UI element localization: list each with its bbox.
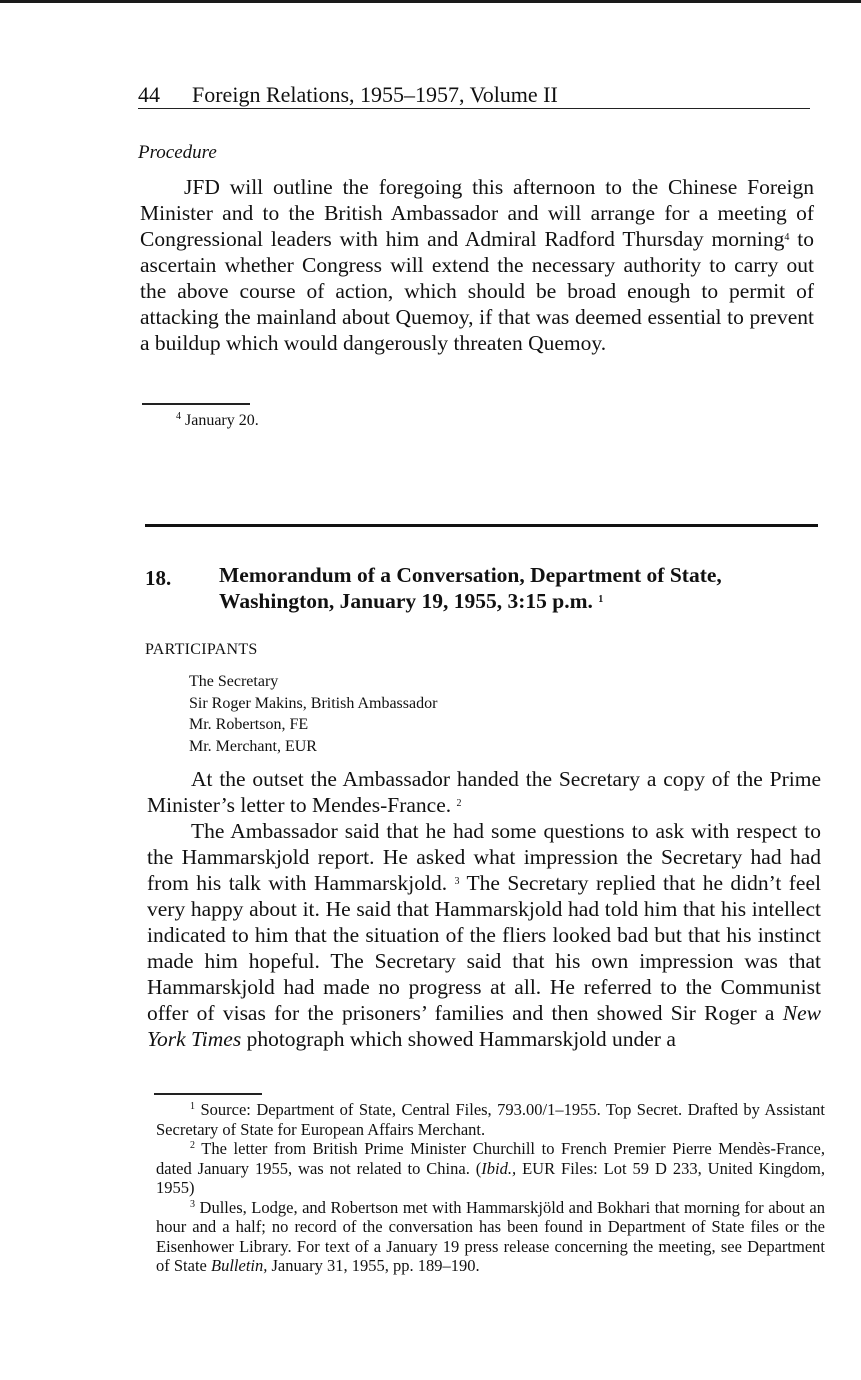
participants-heading: PARTICIPANTS <box>145 641 258 658</box>
footnote-rule <box>142 403 250 405</box>
procedure-heading: Procedure <box>138 142 217 163</box>
body-paragraph-1: At the outset the Ambassador handed the Secretary a copy of the Prime Minister’s letter to Mendes-France. $^2$ <box>147 767 821 817</box>
page-number: 44 <box>138 82 160 107</box>
participants-list <box>189 671 437 757</box>
footnote-4: $^4$ January 20. <box>176 411 259 429</box>
procedure-paragraph: JFD will outline the foregoing this afternoon to the Chinese Foreign Minister and to the British Ambassador and will arrange for a meeting of Congressional leaders with him and Admiral Radford Thursday morning$^4$ to ascertain whether Congress will extend the necessary authority to carry out the above course of action, which should be broad enough to permit of attacking the mainland about Quemoy, if that was deemed essential to prevent a buildup which would dangerously threaten Quemoy. <box>140 175 814 355</box>
footnote-ref: 2 <box>456 798 462 809</box>
footnote-ref: 3 <box>454 876 460 887</box>
footnotes <box>156 1100 825 1276</box>
running-title: Foreign Relations, 1955–1957, Volume II <box>192 82 558 107</box>
document-separator <box>145 524 818 527</box>
footnote-1: $^1$ Source: Department of State, Central Files, 793.00/1–1955. Top Secret. Drafted by Assistant Secretary of State for European Affairs Merchant. <box>156 1100 825 1139</box>
running-header <box>138 82 810 109</box>
footnote-rule <box>154 1093 262 1095</box>
participant: Mr. Merchant, EUR <box>189 737 317 755</box>
footnote-2: $^2$ The letter from British Prime Minister Churchill to French Premier Pierre Mendès-France, dated January 1955, was not related to China. (Ibid., EUR Files: Lot 59 D 233, United Kingdom, 1955) <box>156 1139 825 1197</box>
participant: The Secretary <box>189 673 279 690</box>
document-number: 18. <box>145 566 172 590</box>
body-paragraph-2: The Ambassador said that he had some questions to ask with respect to the Hammarskjold report. He asked what impression the Secretary had had from his talk with Hammarskjold. $^3$ The Secretary replied that he didn’t feel very happy about it. He said that Hammarskjold had told him that his intellect indicated to him that the situation of the fliers looked bad but that his instinct made him hopeful. The Secretary said that his own impression was that Hammarskjold had made no progress at all. He referred to the Communist offer of visas for the prisoners’ families and then showed Sir Roger a New York Times photograph which showed Hammarskjold under a <box>147 819 821 1051</box>
footnote-ref: 1 <box>598 594 604 605</box>
footnote-3: $^3$ Dulles, Lodge, and Robertson met with Hammarskjöld and Bokhari that morning for about an hour and a half; no record of the conversation has been found in Department of State files or the Eisenhower Library. For text of a January 19 press release concerning the meeting, see Department of State Bulletin, January 31, 1955, pp. 189–190. <box>156 1197 825 1275</box>
page-top-edge <box>0 0 861 3</box>
participant: Sir Roger Makins, British Ambassador <box>189 694 438 712</box>
participant: Mr. Robertson, FE <box>189 716 309 733</box>
document-title: Memorandum of a Conversation, Department of State, Washington, January 19, 1955, 3:15 p.m. $^1$ <box>219 563 722 613</box>
footnote-ref: 4 <box>784 232 790 243</box>
